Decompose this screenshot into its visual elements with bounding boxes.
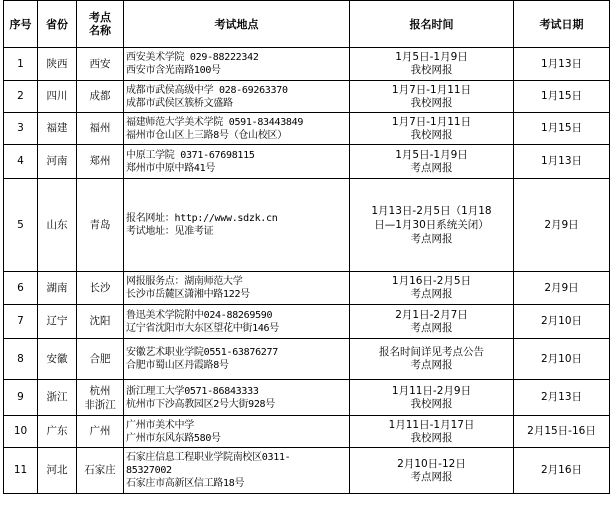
cell-no: 1 [4,48,38,81]
register-line: 我校网报 [410,128,453,141]
location-line: 鲁迅美术学院附中024-88269590 [126,309,273,321]
cell-no: 8 [4,339,38,380]
cell-center: 西安 [77,48,124,81]
register-line: 我校网报 [410,397,453,410]
header-center-line1: 考点 [89,11,111,24]
location-line: 广州市东风东路580号 [126,432,221,444]
register-line: 我校网报 [410,431,453,444]
location-line: 福建师范大学美术学院 0591-83443849 [126,116,304,128]
cell-province: 福建 [38,113,77,145]
register-line: 考点网报 [410,161,453,174]
register-line: 报名时间详见考点公告 [379,346,484,358]
cell-date: 1月15日 [514,113,610,145]
cell-province: 山东 [38,179,77,272]
cell-register [350,81,514,113]
location-line: 福州市仓山区上三路8号（仓山校区） [126,129,287,141]
cell-center: 合肥 [77,339,124,380]
table-row [4,416,610,448]
header-location: 考试地点 [124,1,350,48]
cell-no: 4 [4,145,38,179]
cell-center: 沈阳 [77,305,124,339]
cell-location [124,179,350,272]
register-line: 1月7日-1月11日 [391,115,472,128]
cell-province: 陕西 [38,48,77,81]
cell-no: 5 [4,179,38,272]
header-center-line2: 名称 [89,24,111,37]
location-line: 网报服务点：湖南师范大学 [126,276,243,287]
cell-register [350,179,514,272]
cell-no: 9 [4,380,38,416]
register-line: 考点网报 [410,359,453,371]
location-line: 考试地址：见准考证 [126,226,214,237]
cell-date: 2月9日 [514,272,610,305]
cell-center: 广州 [77,416,124,448]
location-line: 浙江理工大学0571-86843333 [126,385,259,397]
location-line: 郑州市中原中路41号 [126,162,216,174]
register-line: 我校网报 [410,96,453,109]
cell-center: 成都 [77,81,124,113]
location-line: 广州市美术中学 [126,419,194,431]
table-row [4,48,610,81]
table-row [4,113,610,145]
register-line: 1月11日-2月9日 [391,384,472,397]
cell-register [350,48,514,81]
header-row [4,1,610,48]
location-line: 石家庄信息工程职业学院南校区0311- [126,452,291,463]
location-line: 石家庄市高新区信工路18号 [126,478,245,489]
cell-register [350,145,514,179]
register-line: 我校网报 [410,64,453,76]
location-line: 长沙市岳麓区潇湘中路122号 [126,289,250,300]
register-line: 1月5日-1月9日 [395,148,468,161]
register-line: 1月11日-1月17日 [388,418,475,431]
cell-no: 7 [4,305,38,339]
location-line: 成都市武侯区簇桥文盛路 [126,97,233,109]
location-line: 85327002 [126,465,172,476]
cell-location [124,448,350,494]
cell-no: 2 [4,81,38,113]
cell-location [124,305,350,339]
location-line: 成都市武侯高级中学 028-69263370 [126,84,288,96]
cell-center: 长沙 [77,272,124,305]
register-line: 2月10日-12日 [397,457,466,470]
cell-register [350,113,514,145]
table-row [4,272,610,305]
center-line: 杭州 [89,384,111,397]
cell-center: 郑州 [77,145,124,179]
cell-register [350,305,514,339]
cell-no: 6 [4,272,38,305]
cell-date: 2月16日 [514,448,610,494]
cell-center: 石家庄 [77,448,124,494]
register-line: 1月13日-2月5日（1月18 [371,205,492,217]
register-line: 1月5日-1月9日 [395,51,468,63]
location-line: 辽宁省沈阳市大东区望花中街146号 [126,322,279,334]
location-line: 报名网址：http://www.sdzk.cn [126,213,278,224]
register-line: 1月7日-1月11日 [391,83,472,96]
cell-province: 湖南 [38,272,77,305]
table-row [4,305,610,339]
cell-date: 1月13日 [514,145,610,179]
header-center [77,1,124,48]
register-line: 1月16日-2月5日 [391,275,472,287]
cell-date: 1月15日 [514,81,610,113]
cell-location [124,272,350,305]
cell-register [350,272,514,305]
cell-date: 1月13日 [514,48,610,81]
cell-location [124,339,350,380]
cell-register [350,380,514,416]
header-date: 考试日期 [514,1,610,48]
register-line: 考点网报 [410,288,453,300]
cell-province: 安徽 [38,339,77,380]
cell-center: 青岛 [77,179,124,272]
header-no: 序号 [4,1,38,48]
cell-date: 2月15日-16日 [514,416,610,448]
cell-center: 福州 [77,113,124,145]
table-row [4,145,610,179]
exam-schedule-table [3,0,610,494]
header-province: 省份 [38,1,77,48]
location-line: 安徽艺术职业学院0551-63876277 [126,347,278,358]
header-register: 报名时间 [350,1,514,48]
table-row [4,448,610,494]
register-line: 考点网报 [410,321,453,334]
location-line: 西安市含光南路100号 [126,65,221,76]
cell-date: 2月13日 [514,380,610,416]
table-row [4,339,610,380]
cell-province: 河北 [38,448,77,494]
cell-location [124,81,350,113]
cell-province: 浙江 [38,380,77,416]
cell-no: 3 [4,113,38,145]
cell-location [124,48,350,81]
location-line: 合肥市蜀山区丹霞路8号 [126,360,229,371]
cell-location [124,380,350,416]
cell-location [124,113,350,145]
cell-province: 辽宁 [38,305,77,339]
cell-no: 10 [4,416,38,448]
location-line: 中原工学院 0371-67698115 [126,149,255,161]
cell-date: 2月10日 [514,305,610,339]
cell-no: 11 [4,448,38,494]
cell-location [124,416,350,448]
cell-date: 2月10日 [514,339,610,380]
cell-province: 广东 [38,416,77,448]
center-line: 非浙江 [84,398,116,411]
table-row [4,179,610,272]
register-line: 2月1日-2月7日 [395,308,468,321]
cell-register [350,416,514,448]
cell-province: 河南 [38,145,77,179]
cell-province: 四川 [38,81,77,113]
table-row [4,81,610,113]
location-line: 杭州市下沙高教园区2号大街928号 [126,398,275,410]
register-line: 考点网报 [410,470,453,483]
register-line: 日—1月30日系统关闭） [374,219,489,231]
location-line: 西安美术学院 029-88222342 [126,52,259,63]
cell-location [124,145,350,179]
cell-center [77,380,124,416]
cell-date: 2月9日 [514,179,610,272]
cell-register [350,339,514,380]
register-line: 考点网报 [410,233,453,245]
table-row [4,380,610,416]
cell-register [350,448,514,494]
